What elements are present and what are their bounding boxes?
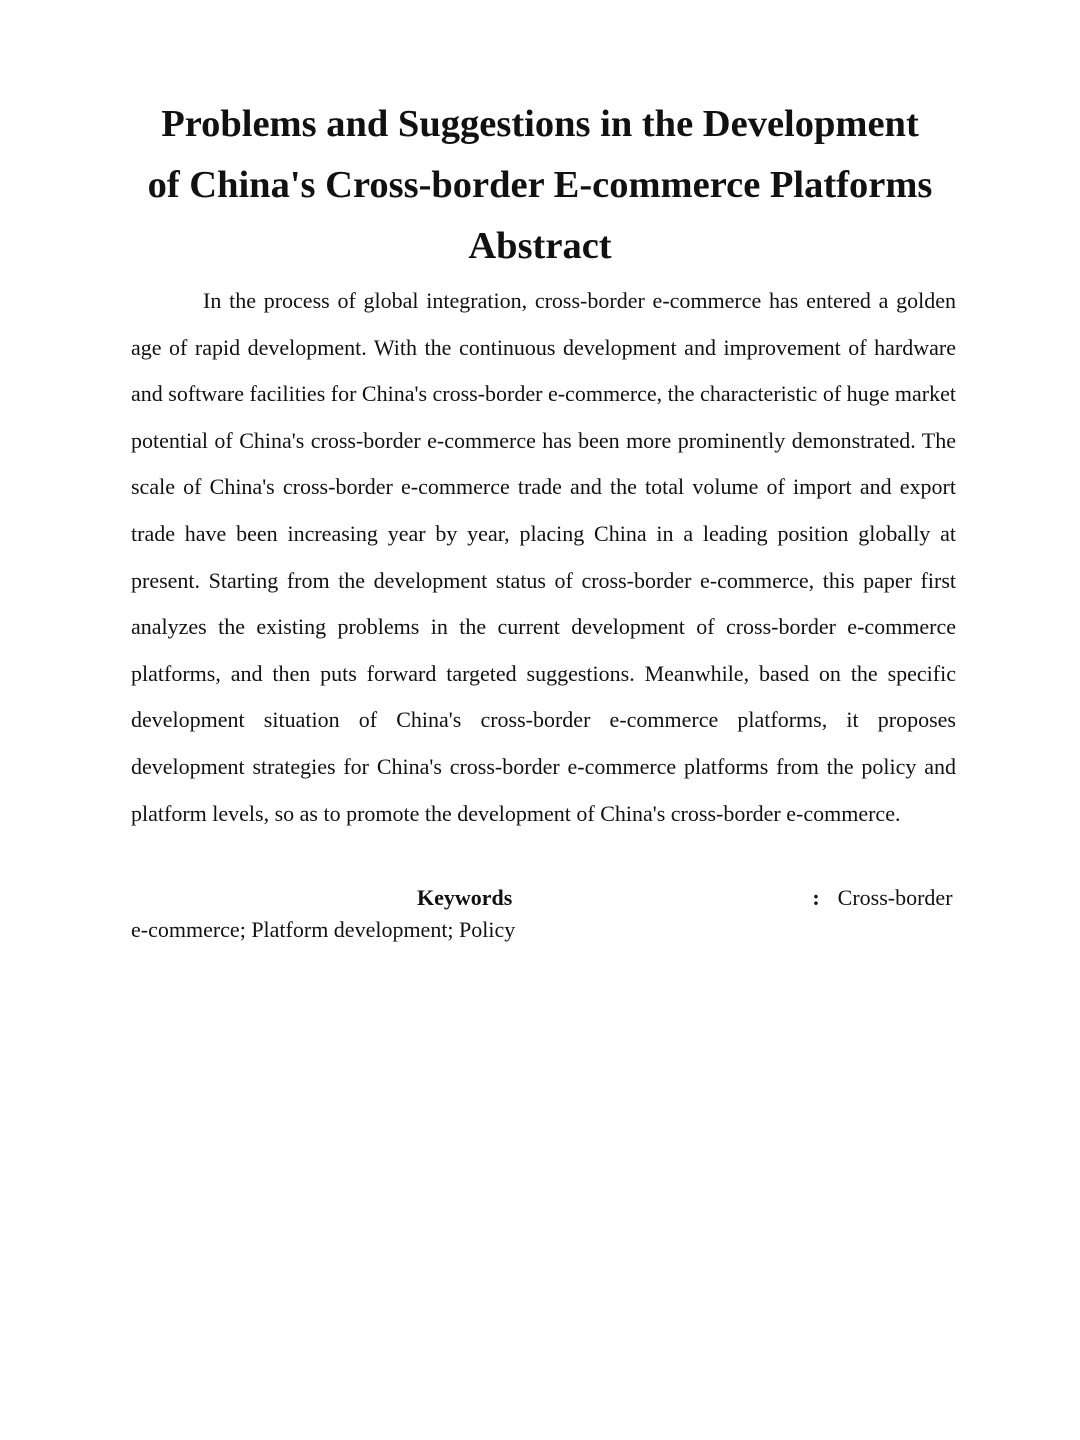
abstract-paragraph: In the process of global integration, cross-border e-commerce has entered a golden age of rapid development. With the continuous development and improvement of hardware and software facilities for China's cross-border e-commerce, the characteristic of huge market potential of China's cross-border e-commerce has been more prominently demonstrated. The scale of China's cross-border e-commerce trade and the total volume of import and export trade have been increasing year by year, placing China in a leading position globally at present. Starting from the development status of cross-border e-commerce, this paper first analyzes the existing problems in the current development of cross-border e-commerce platforms, and then puts forward targeted suggestions. Meanwhile, based on the specific development situation of China's cross-border e-commerce platforms, it proposes development strategies for China's cross-border e-commerce platforms from the policy and platform levels, so as to promote the development of China's cross-border e-commerce. xyxy=(131,288,956,826)
keywords-text: Cross-border e-commerce; Platform development; Policy xyxy=(131,885,953,942)
paper-title-line-2: of China's Cross-border E-commerce Platforms xyxy=(147,164,933,206)
title-block xyxy=(100,94,980,277)
paper-title-line-1: Problems and Suggestions in the Development xyxy=(161,103,919,145)
keywords-label: Keywords xyxy=(417,885,513,910)
keywords-line xyxy=(131,882,956,945)
abstract-heading: Abstract xyxy=(468,225,612,267)
keywords-separator: : xyxy=(812,885,820,910)
